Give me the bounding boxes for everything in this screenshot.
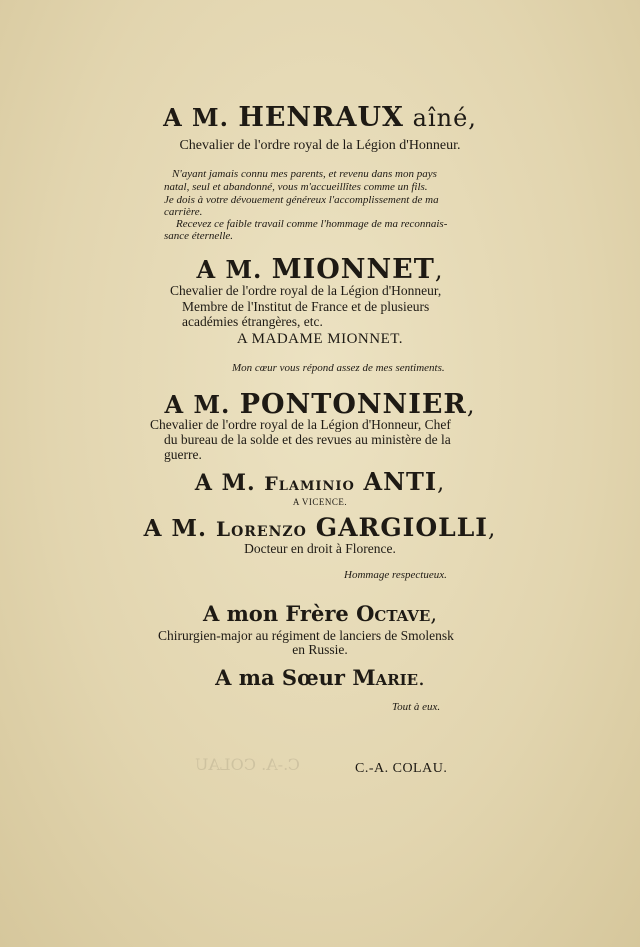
mionnet-note: Mon cœur vous répond assez de mes sentiments. xyxy=(232,362,445,374)
heading-pontonnier xyxy=(0,389,640,420)
heading-name: ANTI xyxy=(363,467,438,496)
heading-name: PONTONNIER xyxy=(239,389,467,420)
pontonnier-line-2: du bureau de la solde et des revues au ministère de la xyxy=(164,432,451,447)
gargiolli-title: Docteur en droit à Florence. xyxy=(244,541,396,556)
heading-prefix: A M. xyxy=(196,255,272,284)
heading-prefix: A M. xyxy=(164,390,240,419)
heading-name: MIONNET xyxy=(271,254,435,285)
octave-line-2: en Russie. xyxy=(292,642,348,657)
mionnet-line-1: Chevalier de l'ordre royal de la Légion d'Honneur, xyxy=(170,283,442,298)
henraux-text-line-3: Je dois à votre dévouement généreux l'accomplissement de ma xyxy=(164,194,439,206)
heading-prefix: A ma Sœur xyxy=(215,665,353,690)
heading-gargiolli xyxy=(0,513,640,542)
henraux-text-line-5: Recevez ce faible travail comme l'hommage de ma reconnais- xyxy=(176,218,448,230)
heading-mionnet xyxy=(0,254,640,285)
octave-line-1: Chirurgien-major au régiment de lanciers de Smolensk xyxy=(158,628,454,643)
mionnet-line-3: académies étrangères, etc. xyxy=(182,314,323,329)
mionnet-line-2: Membre de l'Institut de France et de plusieurs xyxy=(182,299,430,314)
henraux-text-line-2: natal, seul et abandonné, vous m'accueillîtes comme un fils. xyxy=(164,181,428,193)
henraux-text-line-1: N'ayant jamais connu mes parents, et revenu dans mon pays xyxy=(172,168,437,180)
heading-octave xyxy=(0,601,640,626)
signature: C.-A. COLAU. xyxy=(355,761,448,776)
heading-suffix: , xyxy=(434,256,444,284)
anti-place: A VICENCE. xyxy=(292,497,348,507)
heading-first-name: Flaminio xyxy=(264,473,355,495)
madame-mionnet: A MADAME MIONNET. xyxy=(236,331,404,347)
pontonnier-line-1: Chevalier de l'ordre royal de la Légion d'Honneur, Chef xyxy=(150,417,451,432)
bleed-through-mark: C.-A. COLAU xyxy=(195,755,300,774)
henraux-text-line-4: carrière. xyxy=(164,206,203,218)
heading-henraux xyxy=(0,102,640,133)
henraux-text-line-6: sance éternelle. xyxy=(164,230,234,242)
heading-prefix: A M. xyxy=(143,515,216,542)
heading-suffix: , xyxy=(437,471,446,496)
heading-name: HENRAUX xyxy=(238,102,404,133)
heading-name: GARGIOLLI xyxy=(315,513,488,542)
marie-note: Tout à eux. xyxy=(392,701,441,713)
heading-prefix: A mon Frère xyxy=(202,601,357,626)
heading-suffix: , xyxy=(488,516,497,542)
heading-suffix: , xyxy=(466,391,476,419)
heading-anti xyxy=(0,467,640,496)
henraux-title: Chevalier de l'ordre royal de la Légion d'Honneur. xyxy=(179,138,461,153)
heading-suffix: . xyxy=(418,666,425,690)
heading-name: Marie xyxy=(352,665,419,690)
pontonnier-line-3: guerre. xyxy=(164,447,202,462)
heading-first-name: Lorenzo xyxy=(216,517,307,541)
heading-marie xyxy=(0,665,640,690)
heading-prefix: A M. xyxy=(194,470,265,496)
heading-prefix: A M. xyxy=(163,103,239,132)
heading-name: Octave xyxy=(356,601,431,626)
gargiolli-note: Hommage respectueux. xyxy=(344,569,447,581)
heading-suffix: , xyxy=(430,602,437,626)
heading-suffix: aîné, xyxy=(404,104,477,132)
